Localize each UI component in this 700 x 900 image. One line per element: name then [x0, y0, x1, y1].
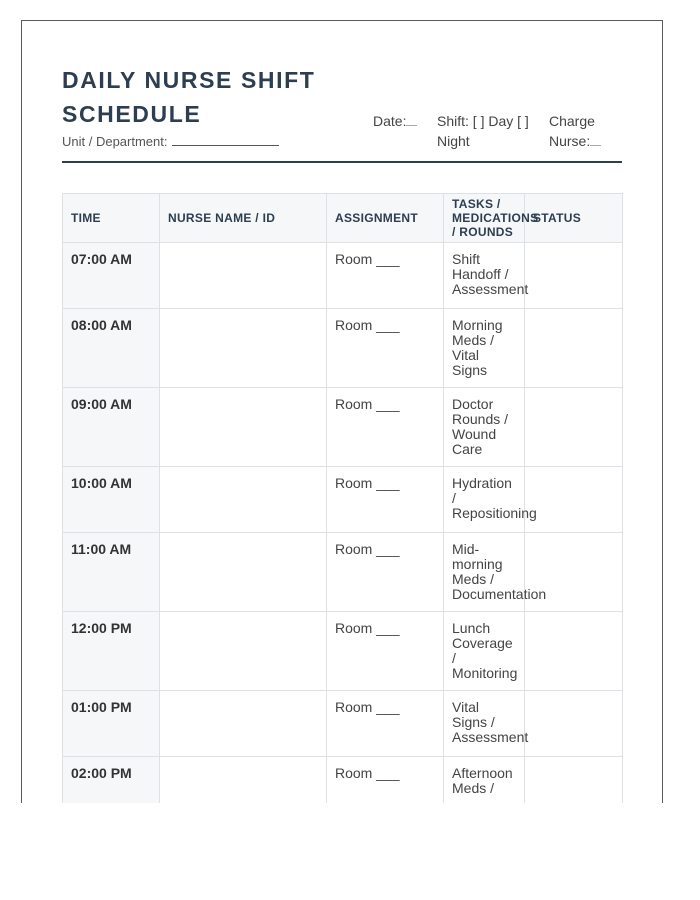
column-header-time: TIME	[63, 194, 160, 243]
nurse-cell[interactable]	[160, 691, 327, 757]
status-cell[interactable]	[525, 243, 623, 309]
time-cell: 09:00 AM	[63, 388, 160, 467]
assignment-cell[interactable]: Room ___	[327, 309, 444, 388]
charge-nurse-label: Charge Nurse:	[549, 113, 595, 149]
unit-department-label: Unit / Department:	[62, 134, 168, 149]
status-cell[interactable]	[525, 691, 623, 757]
tasks-cell: Doctor Rounds / Wound Care	[444, 388, 525, 467]
tasks-cell: Shift Handoff / Assessment	[444, 243, 525, 309]
page-title: DAILY NURSE SHIFT SCHEDULE	[62, 67, 316, 127]
nurse-cell[interactable]	[160, 467, 327, 533]
status-cell[interactable]	[525, 309, 623, 388]
table-row	[63, 757, 623, 804]
nurse-cell[interactable]	[160, 533, 327, 612]
nurse-cell[interactable]	[160, 243, 327, 309]
charge-nurse-blank[interactable]	[590, 132, 601, 146]
tasks-cell: Morning Meds / Vital Signs	[444, 309, 525, 388]
assignment-cell[interactable]: Room ___	[327, 612, 444, 691]
nurse-cell[interactable]	[160, 309, 327, 388]
tasks-cell: Mid-morning Meds / Documentation	[444, 533, 525, 612]
column-header-status: STATUS	[525, 194, 623, 243]
tasks-cell: Afternoon Meds /	[444, 757, 525, 804]
assignment-cell[interactable]: Room ___	[327, 467, 444, 533]
nurse-cell[interactable]	[160, 612, 327, 691]
tasks-cell: Vital Signs / Assessment	[444, 691, 525, 757]
tasks-cell: Hydration / Repositioning	[444, 467, 525, 533]
unit-department-blank[interactable]	[172, 135, 279, 146]
table-row	[63, 309, 623, 388]
status-cell[interactable]	[525, 388, 623, 467]
column-header-assignment: ASSIGNMENT	[327, 194, 444, 243]
date-field	[373, 111, 417, 131]
table-row	[63, 243, 623, 309]
time-cell: 10:00 AM	[63, 467, 160, 533]
header-divider	[62, 161, 622, 163]
time-cell: 11:00 AM	[63, 533, 160, 612]
status-cell[interactable]	[525, 467, 623, 533]
table-row	[63, 691, 623, 757]
table-row	[63, 388, 623, 467]
time-cell: 12:00 PM	[63, 612, 160, 691]
nurse-cell[interactable]	[160, 388, 327, 467]
assignment-cell[interactable]: Room ___	[327, 757, 444, 804]
unit-department-field	[62, 134, 279, 149]
schedule-sheet	[21, 20, 663, 803]
table-row	[63, 612, 623, 691]
nurse-cell[interactable]	[160, 757, 327, 804]
table-row	[63, 533, 623, 612]
assignment-cell[interactable]: Room ___	[327, 388, 444, 467]
time-cell: 07:00 AM	[63, 243, 160, 309]
assignment-cell[interactable]: Room ___	[327, 691, 444, 757]
tasks-cell: Lunch Coverage / Monitoring	[444, 612, 525, 691]
shift-field: Shift: [ ] Day [ ] Night	[437, 113, 529, 149]
assignment-cell[interactable]: Room ___	[327, 243, 444, 309]
schedule-table	[62, 193, 623, 803]
status-cell[interactable]	[525, 612, 623, 691]
column-header-nurse: NURSE NAME / ID	[160, 194, 327, 243]
column-header-tasks: TASKS / MEDICATIONS / ROUNDS	[444, 194, 525, 243]
table-header-row	[63, 194, 623, 243]
time-cell: 01:00 PM	[63, 691, 160, 757]
time-cell: 02:00 PM	[63, 757, 160, 804]
charge-nurse-field	[549, 111, 619, 151]
time-cell: 08:00 AM	[63, 309, 160, 388]
date-blank[interactable]	[406, 112, 417, 126]
assignment-cell[interactable]: Room ___	[327, 533, 444, 612]
date-label: Date:	[373, 113, 407, 129]
table-row	[63, 467, 623, 533]
status-cell[interactable]	[525, 757, 623, 804]
